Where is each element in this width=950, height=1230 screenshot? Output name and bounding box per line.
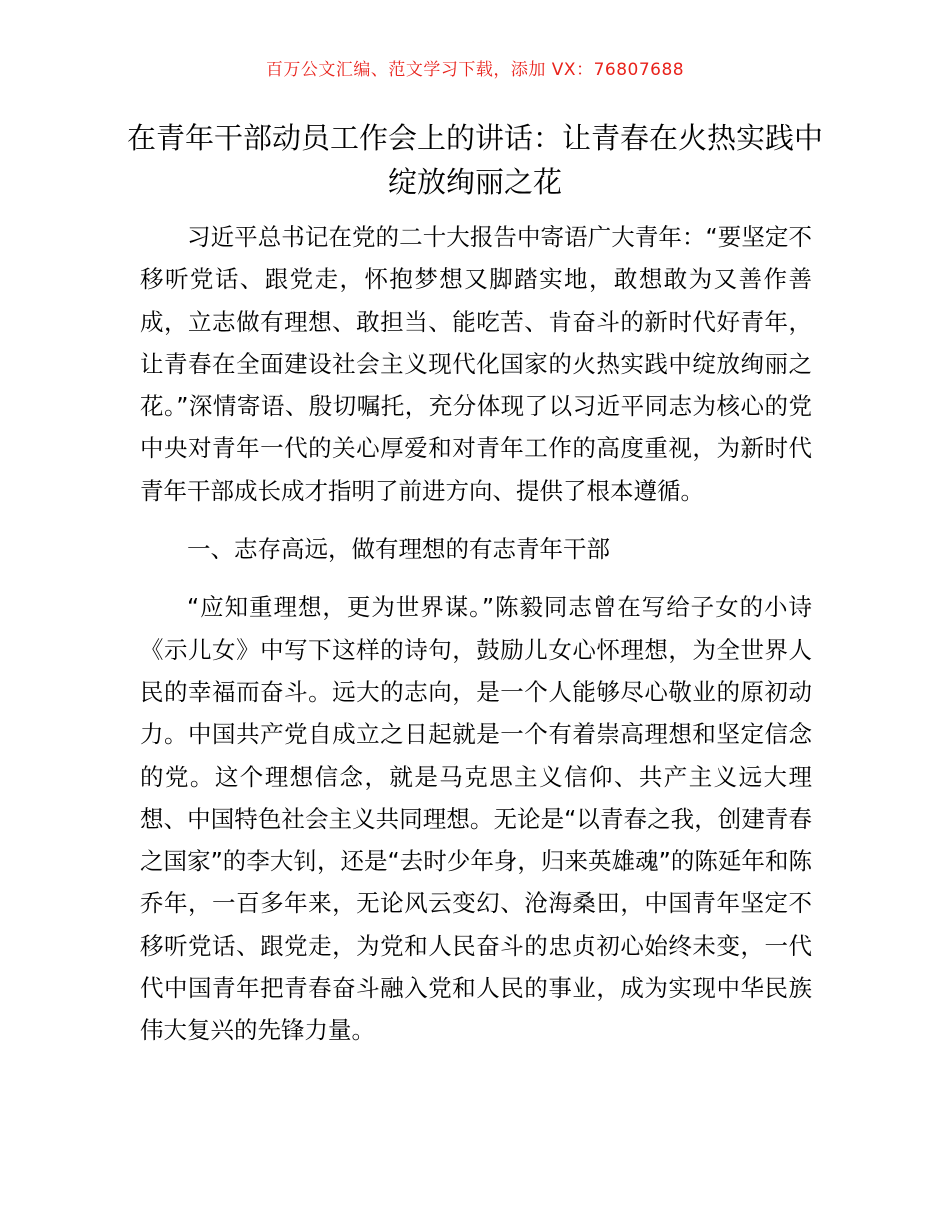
body-paragraph: “应知重理想，更为世界谋。”陈毅同志曾在写给子女的小诗《示儿女》中写下这样的诗句，鼓励儿女心怀理想，为全世界人民的幸福而奋斗。远大的志向，是一个人能够尽心敬业的原初动力。中国共产党自成立之日起就是一个有着崇高理想和坚定信念的党。这个理想信念，就是马克思主义信仰、共产主义远大理想、中国特色社会主义共同理想。无论是“以青春之我，创建青春之国家”的李大钊，还是“去时少年身，归来英雄魂”的陈延年和陈乔年，一百多年来，无论风云变幻、沧海桑田，中国青年坚定不移听党话、跟党走，为党和人民奋斗的忠贞初心始终未变，一代代中国青年把青春奋斗融入党和人民的事业，成为实现中华民族伟大复兴的先锋力量。 xyxy=(140,593,812,1045)
body-paragraph: 习近平总书记在党的二十大报告中寄语广大青年：“要坚定不移听党话、跟党走，怀抱梦想又脚踏实地，敢想敢为又善作善成，立志做有理想、敢担当、能吃苦、肯奋斗的新时代好青年，让青春在全面建设社会主义现代化国家的火热实践中绽放绚丽之花。”深情寄语、殷切嘱托，充分体现了以习近平同志为核心的党中央对青年一代的关心厚爱和对青年工作的高度重视，为新时代青年干部成长成才指明了前进方向、提供了根本遵循。 xyxy=(140,223,812,505)
header-watermark-note: 百万公文汇编、范文学习下载，添加 VX：76807688 xyxy=(265,60,685,80)
section-heading: 一、志存高远，做有理想的有志青年干部 xyxy=(187,535,610,564)
document-body xyxy=(140,216,812,1052)
document-title: 在青年干部动员工作会上的讲话：让青春在火热实践中绽放绚丽之花 xyxy=(126,121,823,199)
